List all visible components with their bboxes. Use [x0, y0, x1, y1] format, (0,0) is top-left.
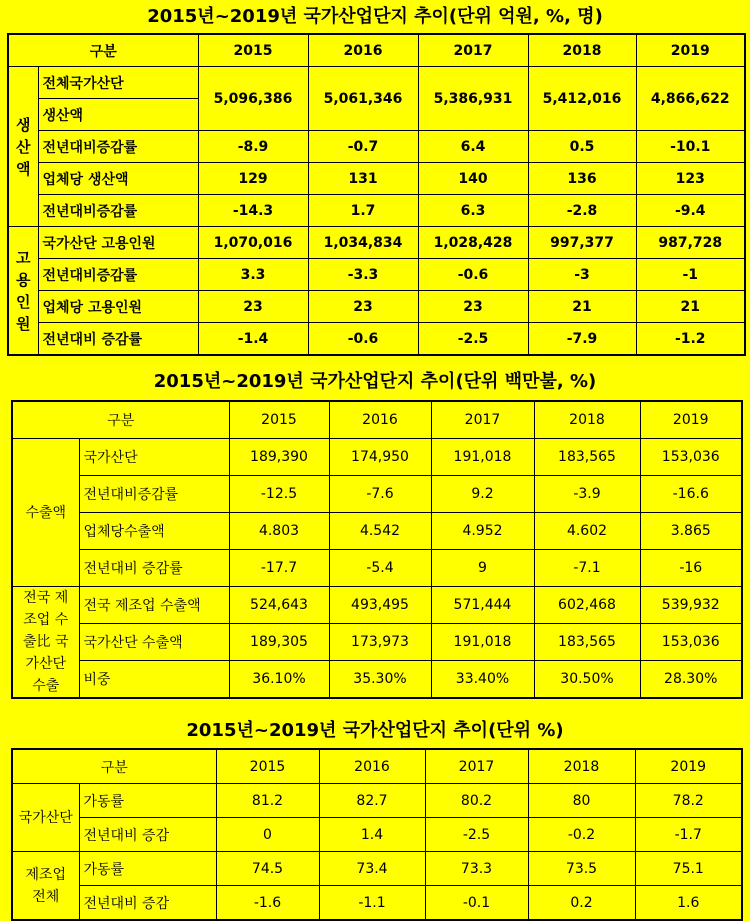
table1-title: 2015년~2019년 국가산업단지 추이(단위 억원, %, 명) [147, 6, 603, 27]
table-row [8, 131, 745, 163]
row-label: 가동률 [79, 852, 216, 886]
table-cell: -0.6 [418, 259, 528, 291]
header-cell: 2016 [319, 749, 425, 784]
table-row [8, 291, 745, 323]
table-cell: 4.542 [329, 513, 431, 550]
table-cell: -1.6 [216, 886, 319, 921]
table-cell: -3.9 [534, 476, 640, 513]
table-row [8, 67, 745, 99]
table-cell: 1.6 [635, 886, 742, 921]
table-cell: -10.1 [636, 131, 745, 163]
table-cell: 21 [528, 291, 636, 323]
table-cell: -1 [636, 259, 745, 291]
table-cell: 131 [308, 163, 418, 195]
table-row [12, 852, 742, 886]
row-label: 전년대비증감률 [38, 195, 198, 227]
table-cell: -2.5 [425, 818, 528, 852]
table-cell: -1.2 [636, 323, 745, 356]
header-cell: 2015 [216, 749, 319, 784]
table-cell: -0.1 [425, 886, 528, 921]
table-cell: 189,390 [229, 439, 329, 476]
table-cell: -2.8 [528, 195, 636, 227]
row-label: 업체당 고용인원 [38, 291, 198, 323]
table-cell: 153,036 [640, 439, 742, 476]
table-cell: 0.2 [528, 886, 635, 921]
table-cell: 35.30% [329, 661, 431, 699]
table-cell: -12.5 [229, 476, 329, 513]
table-cell: 73.3 [425, 852, 528, 886]
table-cell: -3.3 [308, 259, 418, 291]
group-label-export: 수출액 [12, 439, 79, 587]
header-cell: 2016 [329, 401, 431, 439]
table-cell: 183,565 [534, 624, 640, 661]
table-cell: 0.5 [528, 131, 636, 163]
table-cell: 78.2 [635, 784, 742, 818]
group-label-share: 전국 제 조업 수 출比 국 가산단 수출 [12, 587, 79, 699]
group-label-national: 국가산단 [12, 784, 79, 852]
header-cell: 2017 [418, 34, 528, 67]
utilization-table [11, 748, 743, 921]
table-cell: -0.7 [308, 131, 418, 163]
table-cell: 1,034,834 [308, 227, 418, 259]
table-cell: 73.5 [528, 852, 635, 886]
table3-title: 2015년~2019년 국가산업단지 추이(단위 %) [186, 720, 564, 741]
table-cell: 75.1 [635, 852, 742, 886]
table-cell: 997,377 [528, 227, 636, 259]
group-label-production: 생 산 액 [8, 67, 38, 227]
table-cell: 1,070,016 [198, 227, 308, 259]
group-label-manufacturing: 제조업 전체 [12, 852, 79, 921]
table-cell: -5.4 [329, 550, 431, 587]
header-cell: 구분 [12, 749, 216, 784]
table-cell: 4.803 [229, 513, 329, 550]
header-cell: 2016 [308, 34, 418, 67]
row-label: 업체당수출액 [79, 513, 229, 550]
table-cell: 4.952 [431, 513, 534, 550]
table-cell: 5,096,386 [198, 67, 308, 131]
table-cell: 28.30% [640, 661, 742, 699]
row-label: 국가산단 [79, 439, 229, 476]
header-cell: 2018 [534, 401, 640, 439]
table-cell: 9.2 [431, 476, 534, 513]
table-cell: 80.2 [425, 784, 528, 818]
table-cell: -0.2 [528, 818, 635, 852]
table-cell: 36.10% [229, 661, 329, 699]
table-cell: 4,866,622 [636, 67, 745, 131]
group-label-employment: 고 용 인 원 [8, 227, 38, 356]
table-cell: 191,018 [431, 439, 534, 476]
header-cell: 구분 [8, 34, 198, 67]
table-cell: 173,973 [329, 624, 431, 661]
table-cell: 82.7 [319, 784, 425, 818]
row-label: 전년대비 증감 [79, 886, 216, 921]
row-label: 전년대비증감률 [38, 259, 198, 291]
header-cell: 2019 [640, 401, 742, 439]
table-cell: -1.7 [635, 818, 742, 852]
table-row [8, 259, 745, 291]
table-cell: -1.4 [198, 323, 308, 356]
row-label: 업체당 생산액 [38, 163, 198, 195]
table-cell: 3.3 [198, 259, 308, 291]
table-cell: -14.3 [198, 195, 308, 227]
table-cell: -9.4 [636, 195, 745, 227]
row-label: 생산액 [38, 99, 198, 131]
row-label: 전년대비 증감 [79, 818, 216, 852]
header-cell: 2018 [528, 34, 636, 67]
header-cell: 2015 [198, 34, 308, 67]
table-row [8, 323, 745, 356]
row-label: 국가산단 수출액 [79, 624, 229, 661]
table-cell: -7.1 [534, 550, 640, 587]
header-cell: 2019 [635, 749, 742, 784]
table-cell: 0 [216, 818, 319, 852]
table-cell: 524,643 [229, 587, 329, 624]
table-cell: 136 [528, 163, 636, 195]
table-cell: 9 [431, 550, 534, 587]
table-cell: 493,495 [329, 587, 431, 624]
table-cell: 571,444 [431, 587, 534, 624]
table-row [12, 886, 742, 921]
table-cell: 81.2 [216, 784, 319, 818]
row-label: 가동률 [79, 784, 216, 818]
table-cell: 23 [198, 291, 308, 323]
table2-title: 2015년~2019년 국가산업단지 추이(단위 백만불, %) [153, 371, 597, 392]
table-cell: 1.4 [319, 818, 425, 852]
table-row [8, 227, 745, 259]
table-cell: 140 [418, 163, 528, 195]
table-cell: 129 [198, 163, 308, 195]
table-cell: 74.5 [216, 852, 319, 886]
table-row [8, 163, 745, 195]
table-cell: 153,036 [640, 624, 742, 661]
table-row [12, 587, 742, 624]
table-cell: 21 [636, 291, 745, 323]
table-cell: 183,565 [534, 439, 640, 476]
table-cell: 6.4 [418, 131, 528, 163]
header-cell: 2017 [425, 749, 528, 784]
table-header-row [8, 34, 745, 67]
table-cell: 539,932 [640, 587, 742, 624]
table-cell: 4.602 [534, 513, 640, 550]
table-cell: 5,412,016 [528, 67, 636, 131]
table-row [8, 195, 745, 227]
table-cell: -16.6 [640, 476, 742, 513]
table-row [12, 476, 742, 513]
table-cell: 73.4 [319, 852, 425, 886]
table-cell: 174,950 [329, 439, 431, 476]
table-cell: 1,028,428 [418, 227, 528, 259]
table-cell: -3 [528, 259, 636, 291]
row-label: 전년대비증감률 [38, 131, 198, 163]
table-cell: 602,468 [534, 587, 640, 624]
row-label: 전년대비 증감률 [38, 323, 198, 356]
table-row [12, 818, 742, 852]
table-cell: -17.7 [229, 550, 329, 587]
table-row [12, 624, 742, 661]
table-row [12, 784, 742, 818]
table-row [12, 661, 742, 699]
row-label: 전체국가산단 [38, 67, 198, 99]
header-cell: 구분 [12, 401, 229, 439]
table-row [12, 550, 742, 587]
table-cell: -0.6 [308, 323, 418, 356]
table-cell: -7.6 [329, 476, 431, 513]
table-cell: 30.50% [534, 661, 640, 699]
table-cell: 23 [308, 291, 418, 323]
table-cell: -1.1 [319, 886, 425, 921]
export-table [11, 400, 743, 699]
header-cell: 2019 [636, 34, 745, 67]
row-label: 전년대비 증감률 [79, 550, 229, 587]
table-cell: 123 [636, 163, 745, 195]
table-cell: -16 [640, 550, 742, 587]
table-row [12, 513, 742, 550]
table-cell: -8.9 [198, 131, 308, 163]
table-cell: 5,386,931 [418, 67, 528, 131]
table-cell: 6.3 [418, 195, 528, 227]
row-label: 전년대비증감률 [79, 476, 229, 513]
production-employment-table [7, 33, 746, 356]
table-cell: 191,018 [431, 624, 534, 661]
table-cell: 3.865 [640, 513, 742, 550]
header-cell: 2017 [431, 401, 534, 439]
row-label: 전국 제조업 수출액 [79, 587, 229, 624]
table-cell: 189,305 [229, 624, 329, 661]
header-cell: 2015 [229, 401, 329, 439]
table-row [12, 439, 742, 476]
table-header-row [12, 401, 742, 439]
row-label: 국가산단 고용인원 [38, 227, 198, 259]
table-cell: 1.7 [308, 195, 418, 227]
table-cell: -7.9 [528, 323, 636, 356]
table-cell: -2.5 [418, 323, 528, 356]
header-cell: 2018 [528, 749, 635, 784]
table-cell: 23 [418, 291, 528, 323]
table-cell: 5,061,346 [308, 67, 418, 131]
table-cell: 33.40% [431, 661, 534, 699]
row-label: 비중 [79, 661, 229, 699]
table-header-row [12, 749, 742, 784]
table-cell: 80 [528, 784, 635, 818]
table-cell: 987,728 [636, 227, 745, 259]
